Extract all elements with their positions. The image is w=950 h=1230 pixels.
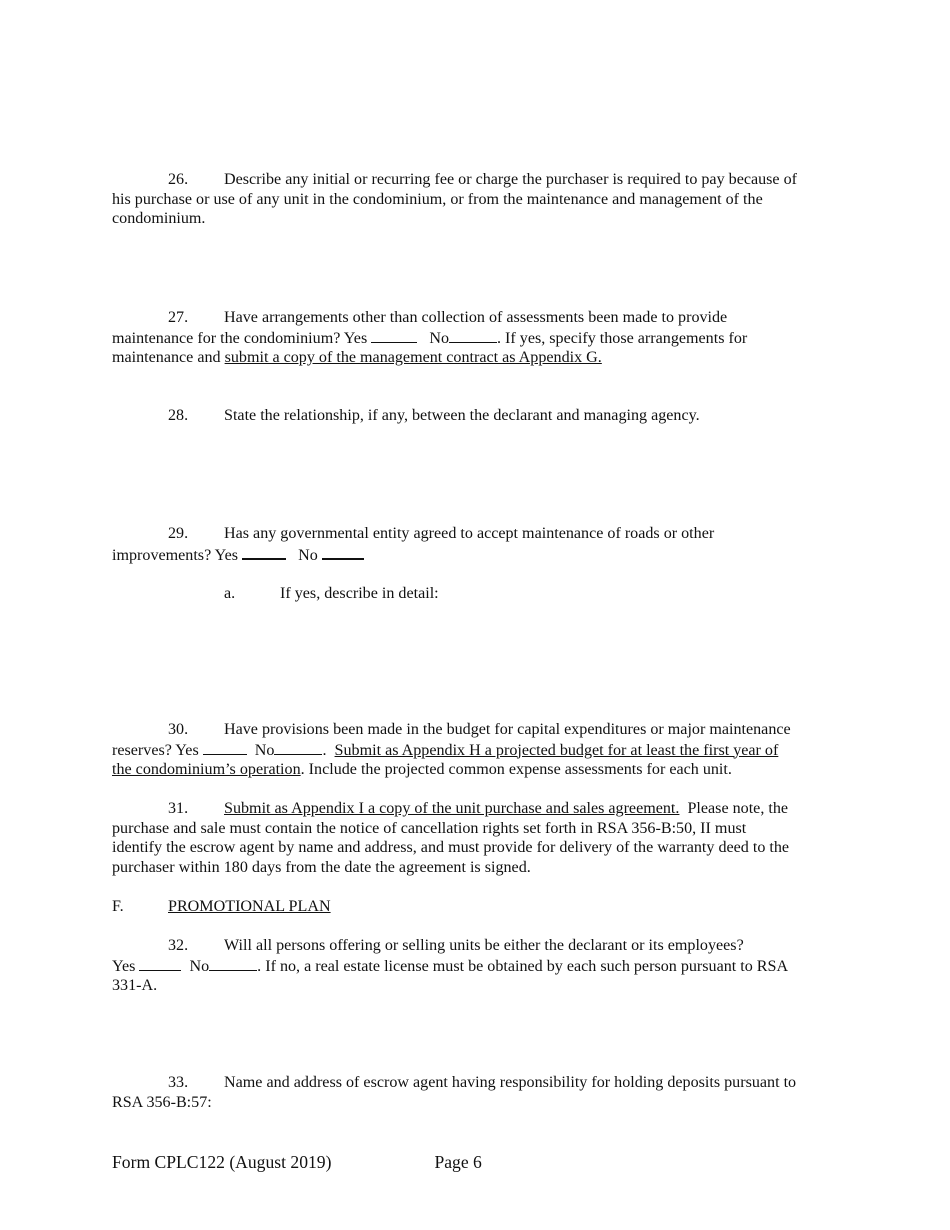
- question-28: [112, 406, 828, 426]
- question-text: Please note, the: [687, 800, 789, 817]
- appendix-instruction: the condominium’s operation: [112, 761, 301, 779]
- question-27: [112, 308, 828, 368]
- question-29: [112, 524, 828, 565]
- question-text: Name and address of escrow agent having responsibility for holding deposits pursuant to: [224, 1074, 797, 1091]
- question-text: . If no, a real estate license must be obtained by each such person pursuant to RSA: [257, 957, 789, 975]
- question-text: reserves? Yes: [112, 741, 199, 759]
- question-number: 31.: [168, 800, 189, 817]
- no-answer-blank[interactable]: [322, 544, 364, 560]
- no-label: No: [429, 329, 449, 347]
- appendix-instruction: Submit as Appendix I a copy of the unit purchase and sales agreement.: [224, 800, 680, 817]
- question-text: 331-A.: [112, 977, 158, 995]
- question-text: improvements? Yes: [112, 546, 239, 564]
- question-text: maintenance and: [112, 349, 221, 367]
- form-identifier: Form CPLC122 (August 2019): [112, 1152, 332, 1172]
- question-text: his purchase or use of any unit in the condominium, or from the maintenance and management of the: [112, 190, 763, 208]
- question-text: .: [322, 741, 327, 759]
- no-label: No: [189, 957, 210, 975]
- question-text: purchase and sale must contain the notice of cancellation rights set forth in RSA 356-B:50, II must: [112, 819, 747, 837]
- question-29-sub-a: [112, 584, 828, 604]
- question-number: 28.: [168, 407, 189, 424]
- question-text: . Include the projected common expense assessments for each unit.: [300, 761, 732, 779]
- no-answer-blank[interactable]: [274, 740, 322, 755]
- question-number: 29.: [168, 525, 189, 542]
- sub-item-text: If yes, describe in detail:: [280, 585, 439, 602]
- question-text: Have arrangements other than collection of assessments been made to provide: [224, 309, 728, 326]
- question-text: Describe any initial or recurring fee or charge the purchaser is required to pay because of: [224, 171, 798, 188]
- no-answer-blank[interactable]: [209, 956, 257, 971]
- question-text: RSA 356-B:57:: [112, 1093, 212, 1111]
- question-text: Has any governmental entity agreed to accept maintenance of roads or other: [224, 525, 715, 542]
- section-title: PROMOTIONAL PLAN: [168, 898, 331, 915]
- question-text: identify the escrow agent by name and address, and must provide for delivery of the warranty deed to the: [112, 839, 790, 857]
- question-text: condominium.: [112, 210, 206, 228]
- yes-answer-blank[interactable]: [203, 740, 247, 755]
- no-label: No: [298, 546, 318, 564]
- question-30: [112, 720, 828, 780]
- question-number: 32.: [168, 937, 189, 954]
- question-text: State the relationship, if any, between the declarant and managing agency.: [224, 407, 700, 424]
- question-number: 26.: [168, 171, 189, 188]
- question-26: [112, 170, 828, 229]
- question-text: Have provisions been made in the budget for capital expenditures or major maintenance: [224, 721, 791, 738]
- no-label: No: [254, 741, 275, 759]
- page-footer: [112, 1152, 482, 1173]
- question-31: [112, 799, 828, 877]
- appendix-instruction: Submit as Appendix H a projected budget for at least the first year of: [334, 741, 779, 759]
- yes-answer-blank[interactable]: [242, 544, 286, 560]
- section-f-heading: [112, 897, 828, 917]
- question-number: 30.: [168, 721, 189, 738]
- question-text: . If yes, specify those arrangements for: [497, 329, 748, 347]
- question-text: purchaser within 180 days from the date the agreement is signed.: [112, 858, 531, 876]
- yes-label: Yes: [112, 957, 136, 975]
- question-number: 33.: [168, 1074, 189, 1091]
- yes-answer-blank[interactable]: [139, 956, 181, 971]
- question-33: [112, 1073, 828, 1112]
- page-number: Page 6: [434, 1152, 482, 1172]
- no-answer-blank[interactable]: [449, 328, 497, 343]
- sub-item-label: a.: [224, 585, 236, 602]
- section-label: F.: [112, 898, 124, 915]
- question-number: 27.: [168, 309, 189, 326]
- yes-answer-blank[interactable]: [371, 328, 417, 343]
- appendix-instruction: submit a copy of the management contract as Appendix G.: [224, 349, 602, 367]
- question-text: maintenance for the condominium? Yes: [112, 329, 368, 347]
- question-32: [112, 936, 828, 996]
- question-text: Will all persons offering or selling units be either the declarant or its employees?: [224, 937, 744, 954]
